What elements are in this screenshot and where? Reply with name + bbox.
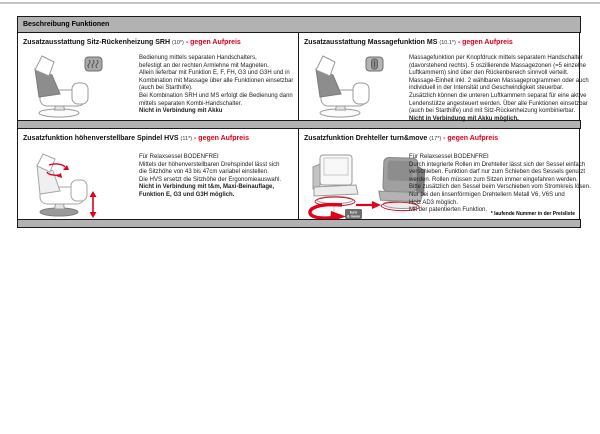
section-turnmove (298, 128, 591, 220)
body-line-bold: Nicht in Verbindung mit Akku möglich. (409, 115, 519, 122)
heat-handset-icon (85, 57, 102, 71)
srh-chair-illustration (23, 55, 123, 124)
body-line: Massage-Einheit inkl. 2 wählbaren Massageprogrammen oder auch (409, 77, 589, 84)
ms-chair-illustration (304, 55, 404, 124)
row-2 (17, 129, 591, 220)
section-price-note: - gegen Aufpreis (457, 39, 513, 46)
section-ms (298, 32, 589, 122)
body-line: Durch integrierte Rollen im Drehteller lässt sich der Sessel einfach (409, 161, 586, 168)
body-line: (auch bei Starthilfe). (139, 85, 193, 92)
body-line: (auch bei Starthilfe) und mit Sitz-Rückenheizung kombinierbar. (409, 108, 576, 115)
section-turnmove-title (299, 129, 579, 142)
page-header-bar (17, 16, 581, 33)
functions-description-sheet (17, 16, 591, 228)
body-line: Holz AD3 möglich. (409, 199, 459, 206)
body-line: mittels separaten Kombi-Handschalter. (139, 100, 243, 107)
height-adjust-arrow-icon (90, 191, 97, 218)
section-srh (17, 32, 299, 121)
body-line: individuell in der Intensität und Geschwindigkeit steuerbar. (409, 85, 564, 92)
section-hvs (17, 128, 299, 220)
recliner-side-outline-icon (37, 154, 87, 216)
body-line: Bitte zusätzlich den Sessel beim Verschieben vom Stromkreis lösen. (409, 184, 591, 191)
recliner-side-icon (316, 56, 369, 117)
section-ref: (17*) (429, 136, 442, 142)
section-title-text: Zusatzausstattung Massagefunktion MS (304, 39, 438, 46)
section-ms-body (409, 55, 589, 123)
section-title-text: Zusatzfunktion Drehteller turn&move (304, 135, 428, 142)
body-line: verschieben. Funktion darf nur zum Schieben des Sessels genutzt (409, 169, 586, 176)
move-arrow-icon (356, 201, 381, 209)
body-line-bold: Funktion E, G3 und G3H möglich. (139, 191, 235, 198)
body-line: Nur bei den linsenförmigen Drehtellern Metall V6, V6S und (409, 191, 565, 198)
body-line: Die HVS ersetzt die Sitzhöhe der Ergonomieauswahl. (139, 176, 282, 183)
hvs-chair-illustration (23, 153, 123, 224)
page-title: Beschreibung Funktionen (23, 21, 110, 28)
section-srh-title (18, 33, 298, 46)
section-title-text: Zusatzausstattung Sitz-Rückenheizung SRH (23, 39, 171, 46)
section-srh-body (139, 55, 295, 116)
body-line-bold: Nicht in Verbindung mit t&m, Maxi-Beinauflage, (139, 184, 275, 191)
section-price-note: - gegen Aufpreis (194, 135, 249, 142)
section-price-note: - gegen Aufpreis (443, 135, 499, 142)
body-line: Für Relaxsessel BODENFREI (409, 154, 489, 160)
recliner-side-icon (35, 56, 88, 117)
row-1 (17, 33, 589, 122)
body-line: Allein lieferbar mit Funktion E, F, FH, G3 und G3H und in (139, 70, 290, 77)
body-line: Zusätzlich können die unteren Luftkammern separat für eine aktive (409, 92, 587, 99)
body-line: befestigt an der rechten Armlehne mit Magneten. (139, 62, 269, 69)
body-line-bold: Nicht in Verbindung mit Akku (139, 108, 223, 115)
section-price-note: - gegen Aufpreis (185, 39, 241, 46)
body-line: Mittels der höhenverstellbaren Drehspindel lässt sich (139, 161, 280, 168)
body-line: (davorstehend rechts). 5 oszillierende Massagezonen (=5 einzelne (409, 62, 586, 69)
body-line: werden. Rollen müssen zum Sitzen immer eingefahren werden. (409, 176, 578, 183)
price-list-footnote: * laufende Nummer in der Preisliste (490, 211, 575, 217)
logo-text-line2: & move (347, 214, 360, 219)
body-line: Lendenstütze angesteuert werden. Über alle Funktionen einsetzbar (409, 100, 588, 107)
section-ref: (10*) (171, 40, 184, 46)
section-hvs-body (139, 154, 295, 200)
section-ref: (11*) (180, 136, 193, 142)
body-line: die Sitzhöhe von 43 bis 47cm variabel einstellen. (139, 169, 269, 176)
logo-text-line1: turn (350, 210, 357, 215)
body-line: Kombination mit Massage über alle Funktionen einsetzbar (139, 77, 294, 84)
body-line: Luftkammern) sind über den Rückenbereich sinnvoll verteilt. (409, 70, 569, 77)
body-line: Bedienung mittels separaten Handschalters, (139, 55, 257, 61)
top-rule (0, 2, 600, 4)
recliner-front-outline-icon (313, 155, 358, 206)
body-line: Bei Kombination SRH und MS erfolgt die Bedienung dann (139, 92, 293, 99)
section-ms-title (299, 33, 579, 46)
section-turnmove-body (409, 154, 591, 215)
massage-handset-icon (366, 57, 383, 71)
section-hvs-title (18, 129, 298, 142)
section-ref: (10.1*) (439, 40, 456, 46)
turn-and-move-logo (310, 205, 362, 219)
body-line: Für Relaxsessel BODENFREI (139, 154, 219, 160)
body-line: Mit der patentierten Funktion. (409, 207, 488, 214)
section-title-text: Zusatzfunktion höhenverstellbare Spindel HVS (23, 135, 179, 142)
body-line: Massagefunktion per Knopfdruck mittels separatem Handschalter (409, 55, 583, 61)
